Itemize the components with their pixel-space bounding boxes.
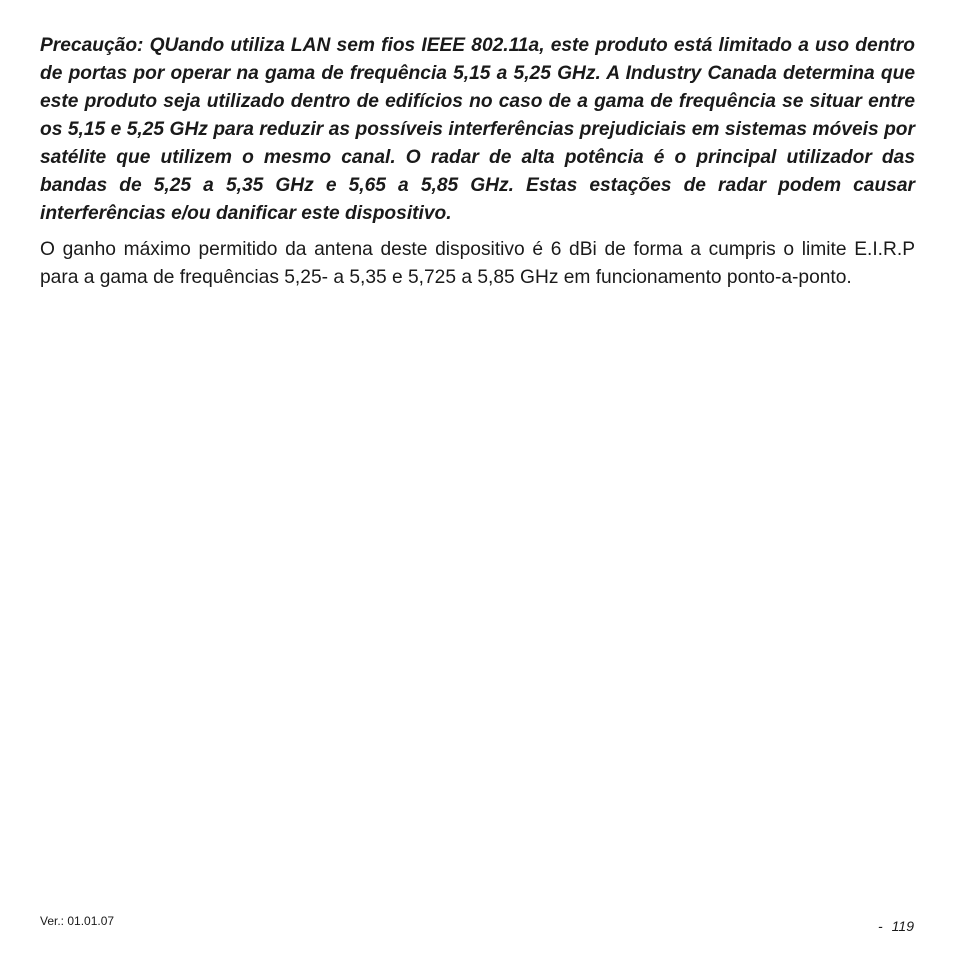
document-page	[40, 32, 915, 292]
antenna-gain-paragraph: O ganho máximo permitido da antena deste dispositivo é 6 dBi de forma a cumpris o limite E.I.R.P para a gama de frequências 5,25- a 5,35 e 5,725 a 5,85 GHz em funcionamento ponto-a-ponto.	[40, 239, 915, 288]
version-label: Ver.: 01.01.07	[40, 914, 115, 928]
page-number: 119	[891, 918, 914, 934]
page-number-footer	[878, 917, 914, 935]
caution-paragraph: Precaução: QUando utiliza LAN sem fios IEEE 802.11a, este produto está limitado a uso dentro de portas por operar na gama de frequência 5,15 a 5,25 GHz. A Industry Canada determina que este produto seja utilizado dentro de edifícios no caso de a gama de frequência se situar entre os 5,15 e 5,25 GHz para reduzir as possíveis interferências prejudiciais em sistemas móveis por satélite que utilizem o mesmo canal. O radar de alta potência é o principal utilizador das bandas de 5,25 a 5,35 GHz e 5,65 a 5,85 GHz. Estas estações de radar podem causar interferências e/ou danificar este dispositivo.	[40, 35, 915, 224]
page-number-dash: -	[878, 918, 883, 934]
